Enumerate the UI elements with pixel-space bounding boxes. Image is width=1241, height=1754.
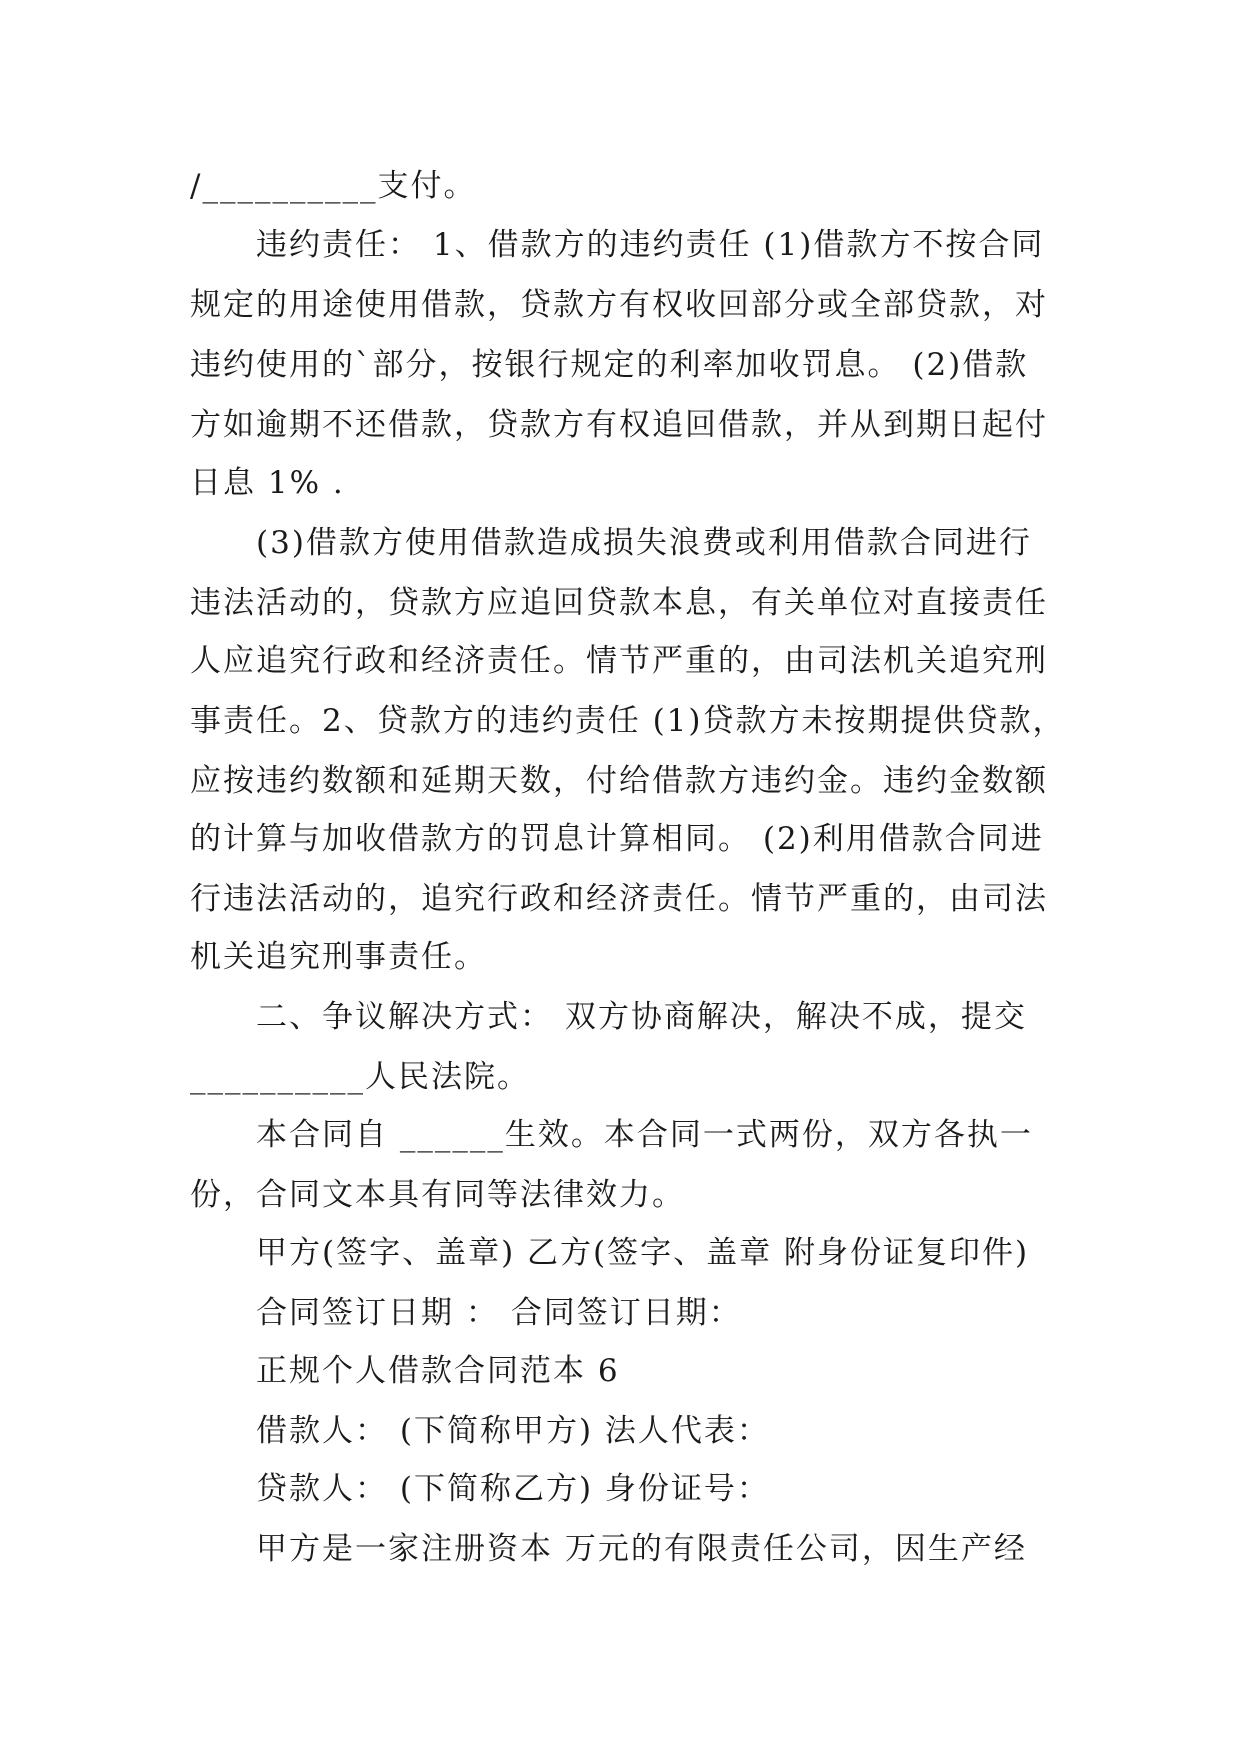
text-line: 违约责任： 1、借款方的违约责任 (1)借款方不按合同	[256, 227, 1045, 263]
text-line: 份，合同文本具有同等法律效力。	[190, 1177, 685, 1213]
text-line: 人应追究行政和经济责任。情节严重的，由司法机关追究刑	[190, 643, 1048, 679]
text-line: 事责任。2、贷款方的违约责任 (1)贷款方未按期提供贷款，	[190, 703, 1066, 739]
text-line: 正规个人借款合同范本 6	[256, 1353, 620, 1389]
text-line: 合同签订日期 ： 合同签订日期：	[256, 1295, 742, 1331]
text-line: 贷款人： (下简称乙方) 身份证号：	[256, 1471, 770, 1507]
text-line: 本合同自 ______生效。本合同一式两份，双方各执一	[256, 1117, 1033, 1153]
text-line: /__________支付。	[190, 168, 477, 204]
text-line: 机关追究刑事责任。	[190, 939, 487, 975]
text-line: 日息 1% .	[190, 465, 345, 501]
text-line: 方如逾期不还借款，贷款方有权追回借款，并从到期日起付	[190, 407, 1048, 443]
text-line: 借款人： (下简称甲方) 法人代表：	[256, 1413, 770, 1449]
text-line: 应按违约数额和延期天数，付给借款方违约金。违约金数额	[190, 763, 1048, 799]
text-line: 违法活动的，贷款方应追回贷款本息，有关单位对直接责任	[190, 585, 1048, 621]
text-line: 的计算与加收借款方的罚息计算相同。 (2)利用借款合同进	[190, 821, 1044, 857]
text-line: 行违法活动的，追究行政和经济责任。情节严重的，由司法	[190, 881, 1048, 917]
text-line: 规定的用途使用借款，贷款方有权收回部分或全部贷款，对	[190, 287, 1048, 323]
text-line: 违约使用的`部分，按银行规定的利率加收罚息。 (2)借款	[190, 347, 1029, 383]
text-line: __________人民法院。	[190, 1059, 530, 1095]
text-line: 甲方(签字、盖章) 乙方(签字、盖章 附身份证复印件)	[256, 1235, 1030, 1271]
text-line: 甲方是一家注册资本 万元的有限责任公司，因生产经	[256, 1531, 1027, 1567]
text-line: 二、争议解决方式： 双方协商解决，解决不成，提交	[256, 999, 1027, 1035]
text-line: (3)借款方使用借款造成损失浪费或利用借款合同进行	[256, 525, 1032, 561]
